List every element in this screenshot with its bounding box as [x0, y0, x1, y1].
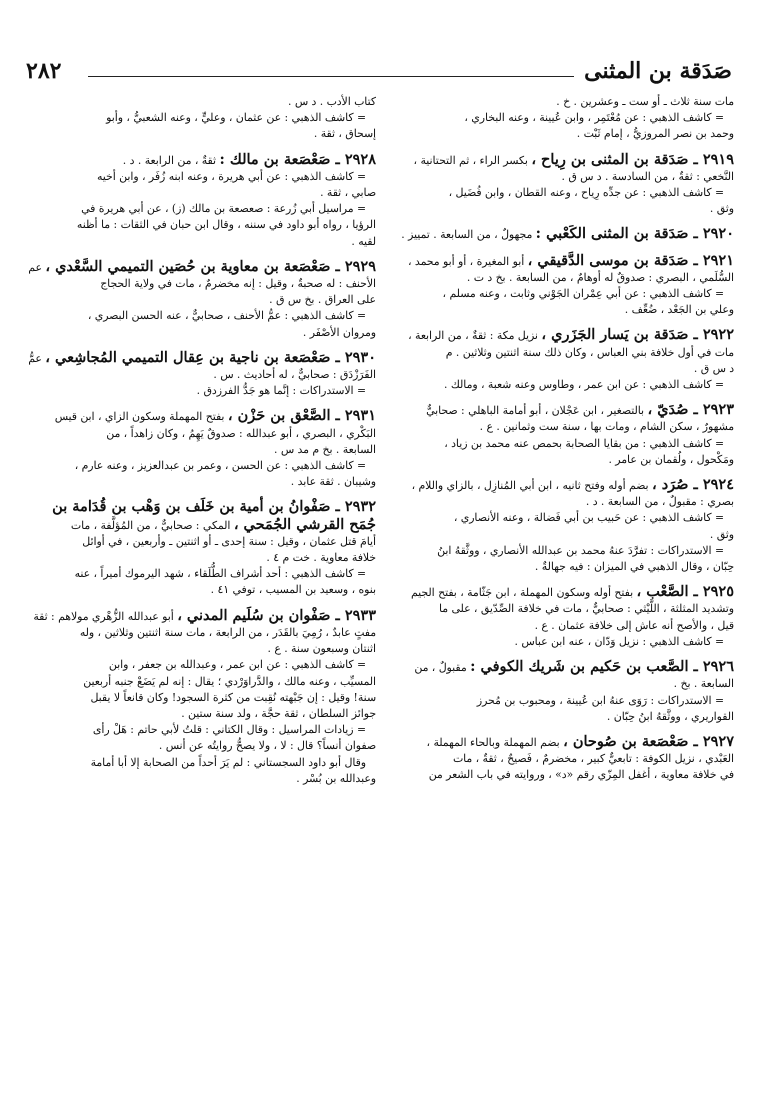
biography-entry [382, 584, 734, 634]
biography-entry [24, 259, 376, 309]
commentary-note [382, 510, 734, 542]
biography-entry [382, 659, 734, 692]
entry-line: البَكْري ، البصري ، أبو عبدالله : صدوقٌ يَهِمُ ، وكان زاهداً ، من [106, 426, 376, 440]
text-line: مات سنة ثلاث ـ أو ست ـ وعشرين . خ . [556, 95, 734, 108]
text-line: الرؤيا ، رواه أبو داود في سننه ، وقال ابن حبان في الثقات : ما أظنه [76, 218, 376, 232]
entry-heading: ٢٩٣١ ـ الصَّعْق بن حَزْن ، [227, 407, 376, 425]
biography-entry [382, 402, 734, 435]
text-line: صفوان أنساً؟ قال : لا ، ولا يصحُّ روايتُه عن أنس . [158, 739, 376, 753]
entry-line: بفتح أوله وسكون المهملة ، ابن جَثّامة ، بفتح الجيم [410, 586, 634, 600]
entry-heading: ٢٩٢١ ـ صَدَقة بن موسى الدَّقيقي ، [527, 251, 734, 269]
biography-entry [382, 226, 734, 243]
entry-heading: ٢٩٢٨ ـ صَعْصَعة بن مالك : [219, 150, 376, 168]
entry-line: اثنتان وسبعون سنة . ع . [267, 642, 376, 656]
continued-text [24, 94, 376, 110]
text-line: المسيِّب ، وعنه مالك ، والدَّراوَرْدي ؛ يقال : إنه لم يَضَعْ جنبه أربعين [83, 674, 376, 688]
text-line: كتاب الأدب . د س . [288, 95, 376, 108]
entry-line: مقبولٌ ، من [414, 661, 467, 675]
text-line: = كاشف الذهبي : عمُّ الأحنف ، صحابيٌّ ، عنه الحسن البصري ، [87, 309, 366, 323]
commentary-note [24, 110, 376, 142]
entry-line: عم الأحنف : له صحبةٌ ، وقيل : إنه مخضرمٌ ، مات في ولاية الحجاج [28, 260, 376, 291]
entry-heading: ٢٩٢٦ ـ الصَّعب بن حَكيم بن شَريك الكوفي : [470, 658, 734, 676]
header-rule [88, 76, 574, 77]
text-line: = كاشف الذهبي : عن مُعْتَمِر ، وابن عُيينة ، وعنه البخاري ، [464, 111, 724, 125]
text-line: صابي ، ثقة . [320, 186, 376, 200]
entry-line: د س ق . [693, 361, 734, 375]
text-line: وحمد بن نصر المروزيُّ ، إمام ثَبْت . [576, 127, 734, 141]
commentary-note [382, 543, 734, 575]
biography-entry [24, 408, 376, 458]
text-line: = كاشف الذهبي : عن جدِّه رِياح ، وعنه القطان ، وابن فُضَيل ، [448, 186, 724, 200]
left-column [24, 94, 376, 1084]
text-line: لقيه . [351, 234, 376, 248]
entry-line: السُّلَمي ، البصري : صدوقٌ له أوهامٌ ، من السابعة . بخ د ت . [466, 270, 734, 284]
text-line: وشيبان . ثقة عابد . [290, 475, 376, 489]
entry-line: وتشديد المثلثة ، اللَّيْثي : صحابيٌّ ، مات في خلافة الصِّدّيق ، على ما [438, 602, 734, 616]
entry-line: في خلافة معاوية ، أغفل المِزّي رقم «د» ، وروايته في باب الشعر من [428, 768, 734, 782]
text-line: = كاشف الذهبي : عن أبي عِمْران الجَوْني وثابت ، وعنه مسلم ، [442, 287, 724, 301]
text-line: = كاشف الذهبي : عن أبي هريرة ، وعنه ابنه زُفَر ، وابن أخيه [96, 169, 366, 183]
entry-heading: ٢٩٢٢ ـ صَدَقة بن يَسار الجَزَري ، [541, 326, 734, 344]
commentary-note [382, 693, 734, 725]
text-line: وعلي بن الجَعْد ، ضُعِّف . [624, 303, 734, 317]
entry-heading: ٢٩١٩ ـ صَدَقة بن المثنى بن رِياح ، [531, 150, 734, 168]
entry-line: بالتصغير ، ابن عَجْلان ، أبو أمامة الباهلي : صحابيٌّ [426, 404, 645, 418]
text-line: سنة! وقيل : إن جَبْهته نُقِبت من كثرة السجود! وكان قانعاً لا يقبل [90, 690, 376, 704]
commentary-note [24, 657, 376, 722]
text-line: = كاشف الذهبي : من بقايا الصحابة بحمص عنه محمد بن زياد ، [444, 436, 724, 450]
entry-line: العَبْدي ، نزيل الكوفة : تابعيٌّ كبير ، مخضرمٌ ، فَصيحٌ ، ثقةٌ ، مات [452, 752, 734, 766]
commentary-note [382, 436, 734, 468]
biography-entry [24, 608, 376, 658]
page-number: ٢٨٢ [26, 58, 62, 84]
entry-line: مجهولٌ ، من السابعة . تمييز . [401, 228, 533, 242]
text-line: = كاشف الذهبي : عن ابن عمر ، وطاوس وعنه شعبة ، ومالك . [444, 378, 724, 392]
running-title: صَدَقة بن المثنى [584, 58, 732, 84]
entry-line: السابعة . بخ . [673, 677, 734, 691]
entry-line: مات في أول خلافة بني العباس ، وكان ذلك سنة اثنتين وثلاثين . م [445, 345, 734, 359]
entry-line: عمُّ الفَرَزْدَق : صحابيٌّ ، له أحاديث . س . [28, 351, 376, 382]
text-line: إسحاق ، ثقة . [313, 127, 376, 141]
text-line: = الاستدراكات : رَوَى عنهُ ابن عُيينة ، ومحبوب بن مُحرز [476, 693, 724, 707]
commentary-note [24, 566, 376, 598]
text-line: ومروان الأصْفَر . [302, 325, 376, 339]
text-line: وعبدالله بن بُسْر . [296, 771, 376, 785]
entry-line: مشهورٌ ، سكن الشام ، ومات بها ، سنة ست وثمانين . ع . [479, 420, 734, 434]
text-line: = مراسيل أبي زُرعة : صعصعة بن مالك (ز) ، عن أبي هريرة في [81, 202, 366, 216]
entry-line: بضم أوله وفتح ثانيه ، ابن أبي المُنازِل ، بالزاي واللام ، [411, 479, 649, 493]
entry-heading: ٢٩٢٤ ـ صُرَد ، [652, 476, 734, 494]
entry-line: مفتٍ عابدٌ ، رُمِيَ بالقَدَر ، من الرابعة ، مات سنة اثنتين وثلاثين ، وله [79, 625, 376, 639]
text-line: = زيادات المراسيل : وقال الكتاني : قلتُ لأبي حاتم : هَلْ رأى [92, 723, 366, 737]
entry-line: المكي : صحابيٌّ ، من المُؤلَّفة ، مات [70, 518, 231, 532]
commentary-note [24, 722, 376, 754]
entry-line: نزيل مكة : ثقةٌ ، من الرابعة ، [408, 329, 538, 343]
commentary-note [24, 308, 376, 340]
page-header [26, 58, 732, 92]
right-column [382, 94, 734, 1084]
commentary-note [24, 169, 376, 201]
entry-heading: ٢٩٢٠ ـ صَدَقة بن المثنى الكَعْبي : [535, 225, 734, 243]
entry-heading: ٢٩٢٧ ـ صَعْصَعة بن صُوحان ، [563, 732, 734, 750]
text-line: القواريري ، ووثَّقهُ ابنُ حِبّان . [606, 709, 734, 723]
commentary-note [382, 377, 734, 393]
entry-heading: ٢٩٣٢ ـ صَفْوانُ بن أمية بن خَلَف بن وَهْب بن قُدَامة بن جُمَح القرشي الجُمَحي ، [52, 498, 376, 533]
text-line: = كاشف الذهبي : أحد أشراف الطُّلَقاء ، شهد اليرموك أميراً ، عنه [74, 567, 366, 581]
entry-line: السابعة . بخ م مد س . [274, 442, 376, 456]
entry-heading: ٢٩٢٥ ـ الصَّعْب ، [636, 583, 734, 601]
entry-line: خلافة معاوية . خت م ٤ . [266, 551, 376, 565]
continued-text [382, 94, 734, 110]
text-line: بنوه ، وسعيد بن المسيب ، توفي ٤١ . [210, 583, 376, 597]
entry-heading: ٢٩٣٠ ـ صَعْصَعة بن ناجية بن عِقال التميمي المُجاشِعي ، [45, 348, 376, 366]
entry-line: أبو المغيرة ، أو أبو محمد ، [407, 254, 525, 268]
commentary-note [24, 458, 376, 490]
commentary-note [24, 755, 376, 787]
text-line: = كاشف الذهبي : عن ابن عمر ، وعبدالله بن جعفر ، وابن [108, 658, 366, 672]
text-line: ومَكْحول ، ولُقمان بن عامر . [608, 452, 734, 466]
biography-entry [24, 152, 376, 169]
text-line: وثق . [709, 202, 734, 216]
entry-line: بكسر الراء ، ثم التحتانية ، [413, 153, 528, 167]
biography-entry [382, 152, 734, 185]
entry-heading: ٢٩٢٣ ـ صُدَيّ ، [647, 401, 734, 419]
biography-entry [24, 499, 376, 566]
entry-line: النَّخعي : ثقةٌ ، من السادسة . د س ق . [561, 169, 734, 183]
biography-entry [382, 477, 734, 510]
text-line: وثق . [709, 527, 734, 541]
text-line: = الاستدراكات : تفرَّدَ عنهُ محمد بن عبدالله الأنصاري ، ووثَّقهُ ابنُ [437, 543, 724, 557]
entry-line: قيل ، والأصح أنه عاش إلى خلافة عثمان . ع . [534, 618, 734, 632]
entry-line: ثقةٌ ، من الرابعة . د . [122, 153, 217, 167]
text-line: = كاشف الذهبي : عن الحسن ، وعمر بن عبدالعزيز ، وعنه عارم ، [74, 459, 366, 473]
biography-entry [382, 734, 734, 784]
entry-line: على العراق . بخ س ق . [269, 293, 376, 307]
commentary-note [24, 383, 376, 399]
text-line: = كاشف الذهبي : عن عثمان ، وعليٍّ ، وعنه الشعبيُّ ، وأبو [106, 111, 366, 125]
commentary-note [24, 201, 376, 250]
entry-line: أبو عبدالله الزُّهْري مولاهم : ثقة [33, 609, 174, 623]
biography-entry [382, 253, 734, 286]
text-line: حِبّان ، وقال الذهبي في الميزان : فيه جهالةٌ . [534, 560, 734, 574]
biography-entry [382, 327, 734, 377]
entry-heading: ٢٩٢٩ ـ صَعْصَعة بن معاوية بن حُصَين التميمي السَّعْدي ، [45, 257, 376, 275]
commentary-note [382, 286, 734, 318]
biography-entry [24, 350, 376, 383]
commentary-note [382, 185, 734, 217]
entry-line: بفتح المهملة وسكون الزاي ، ابن قيس [54, 410, 225, 424]
commentary-note [382, 110, 734, 142]
entry-line: بصري : مقبولٌ ، من السابعة . د . [585, 495, 734, 509]
entry-heading: ٢٩٣٣ ـ صَفْوان بن سُلَيم المدني ، [177, 606, 376, 624]
text-line: = كاشف الذهبي : نزيل وَدّان ، عنه ابن عباس . [514, 634, 724, 648]
text-line: جوائز السلطان ، ثقة حجَّة ، ولد سنة ستين . [181, 706, 376, 720]
text-line: = الاستدراكات : إنَّما هو جَدُّ الفرزدق . [196, 384, 366, 398]
text-line: وقال أبو داود السجستاني : لم يَرَ أحداً من الصحابة إلا أبا أمامة [90, 755, 366, 769]
commentary-note [382, 634, 734, 650]
entry-line: أيامَ قتل عثمان ، وقيل : سنة إحدى ـ أو اثنتين ـ وأربعين ، في أوائل [82, 534, 376, 548]
entry-line: بضم المهملة وبالحاء المهملة ، [426, 735, 560, 749]
text-line: = كاشف الذهبي : عن حَبيب بن أبي فَضالة ، وعنه الأنصاري ، [453, 511, 724, 525]
